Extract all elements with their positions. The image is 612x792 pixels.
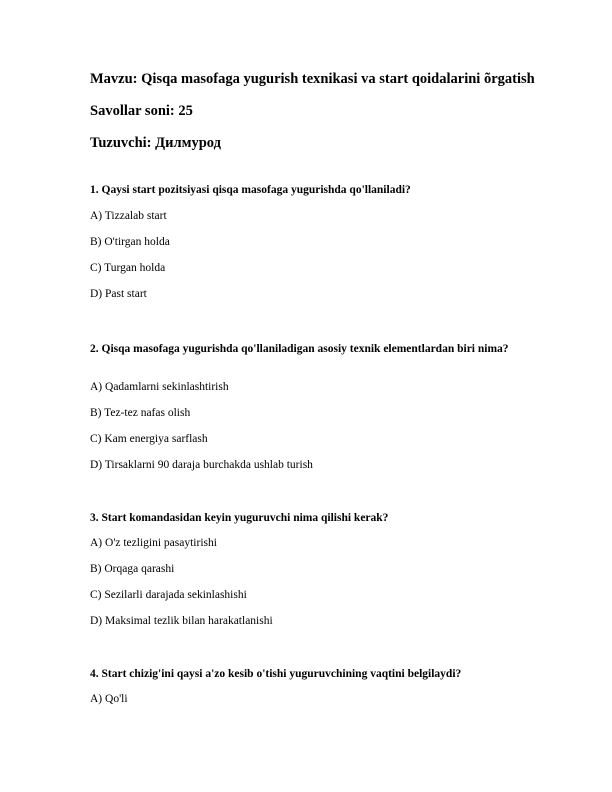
question-3-option-b: B) Orqaga qarashi: [90, 563, 175, 575]
question-4-title: 4. Start chizig'ini qaysi a'zo kesib o'tishi yuguruvchining vaqtini belgilaydi?: [90, 668, 462, 680]
question-2-option-a: A) Qadamlarni sekinlashtirish: [90, 381, 229, 393]
question-2-option-b: B) Tez-tez nafas olish: [90, 407, 191, 419]
question-1-option-b: B) O'tirgan holda: [90, 236, 170, 248]
question-2-option-d: D) Tirsaklarni 90 daraja burchakda ushlab turish: [90, 459, 313, 471]
question-1-option-c: C) Turgan holda: [90, 262, 166, 274]
question-3-option-a: A) O'z tezligini pasaytirishi: [90, 537, 217, 549]
question-3-option-c: C) Sezilarli darajada sekinlashishi: [90, 589, 247, 601]
question-4-option-a: A) Qo'li: [90, 693, 128, 705]
question-1-option-d: D) Past start: [90, 288, 147, 300]
question-2-title: 2. Qisqa masofaga yugurishda qo'llaniladigan asosiy texnik elementlardan biri nima?: [90, 343, 509, 355]
question-count: Savollar soni: 25: [90, 103, 193, 119]
question-1-option-a: A) Tizzalab start: [90, 210, 167, 222]
question-2-option-c: C) Kam energiya sarflash: [90, 433, 208, 445]
question-3-title: 3. Start komandasidan keyin yuguruvchi nima qilishi kerak?: [90, 512, 389, 524]
author-line: Tuzuvchi: Дилмурод: [90, 135, 221, 151]
question-1-title: 1. Qaysi start pozitsiyasi qisqa masofaga yugurishda qo'llaniladi?: [90, 184, 411, 196]
question-3-option-d: D) Maksimal tezlik bilan harakatlanishi: [90, 615, 273, 627]
topic-heading: Mavzu: Qisqa masofaga yugurish texnikasi va start qoidalarini õrgatish: [90, 71, 535, 87]
